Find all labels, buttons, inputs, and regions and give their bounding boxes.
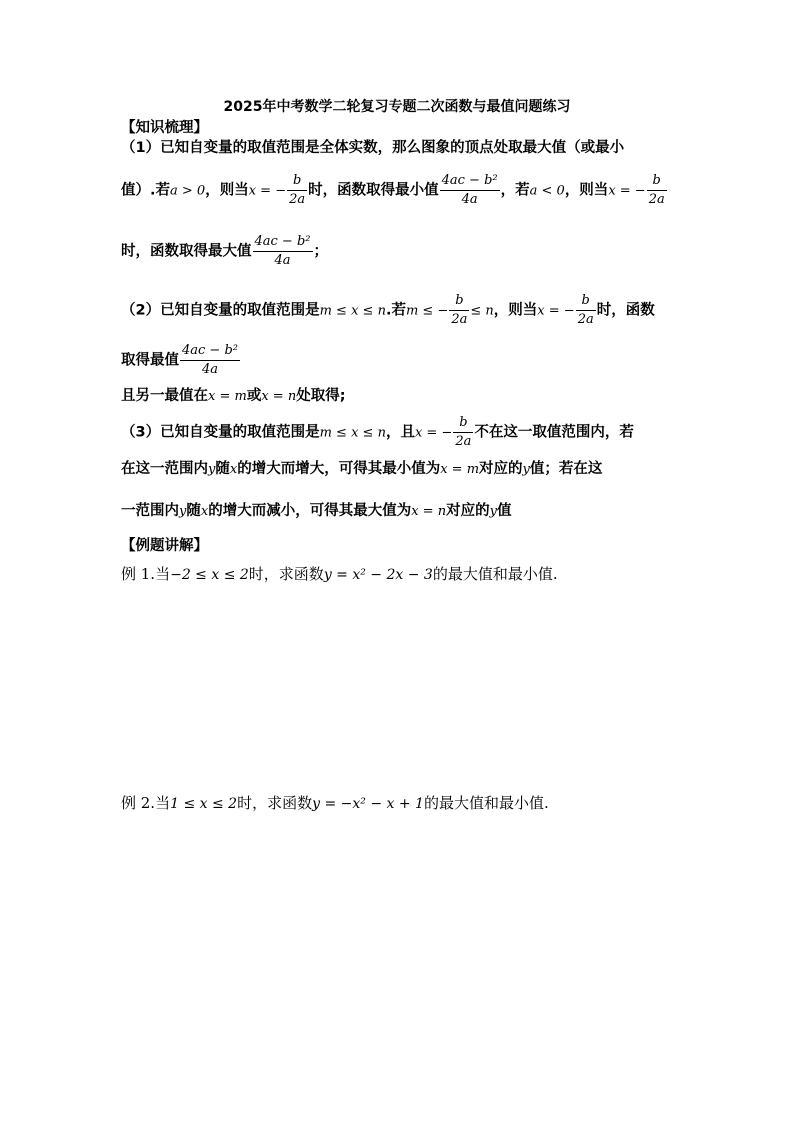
- p3-line-1: [121, 414, 634, 451]
- fraction: [647, 172, 667, 209]
- math-expr: y: [179, 504, 187, 519]
- math-expr: x = −: [537, 303, 575, 319]
- p1-line-3: [121, 233, 328, 270]
- example-text: 例 1.当: [121, 565, 171, 583]
- p3-text: 的增大而减小，可得其最大值为: [208, 503, 412, 519]
- p1-text: 时，函数取得最小值: [308, 182, 439, 199]
- p3-text: 对应的: [446, 503, 490, 519]
- p3-text: 值: [496, 503, 512, 519]
- p2-text: （2）已知自变量的取值范围是: [121, 302, 320, 319]
- p2-text: 或: [246, 388, 262, 404]
- fraction: [453, 414, 473, 451]
- example-text: 的最大值和最小值.: [432, 565, 558, 583]
- p2-text: .若: [385, 302, 406, 319]
- p1-text: ；: [313, 243, 328, 260]
- math-expr: y: [522, 462, 530, 477]
- p2-text: 处取得;: [296, 388, 346, 404]
- p3-text: 的增大而增大，可得其最小值为: [237, 461, 441, 477]
- math-expr: x = n: [261, 389, 297, 404]
- math-expr: ≤ n: [470, 303, 494, 319]
- p1-text: ，则当: [564, 182, 609, 199]
- example-text: 时，求函数: [237, 794, 313, 812]
- p3-text: （3）已知自变量的取值范围是: [121, 424, 320, 441]
- fraction: [253, 233, 313, 270]
- p2-text: 时，函数: [596, 302, 655, 319]
- p1-line-1: [121, 137, 624, 159]
- p2-text: ，则当: [493, 302, 538, 319]
- p1-text: 值）.若: [121, 182, 171, 199]
- example-text: 时，求函数: [248, 565, 324, 583]
- p3-text: 不在这一取值范围内，若: [474, 424, 634, 441]
- math-expr: −2 ≤ x ≤ 2: [170, 567, 249, 583]
- math-expr: m ≤ x ≤ n: [319, 303, 386, 319]
- p3-text: 一范围内: [121, 503, 179, 519]
- fraction-denominator: 4a: [180, 360, 240, 379]
- p1-text: 时，函数取得最大值: [121, 243, 252, 260]
- section-heading-examples: 【例题讲解】: [121, 538, 208, 554]
- math-expr: m ≤ −: [405, 303, 449, 319]
- fraction-denominator: 4a: [440, 190, 500, 209]
- p3-text: 随: [186, 503, 201, 519]
- fraction-numerator: b: [581, 293, 590, 308]
- p1-line-2: [121, 172, 668, 209]
- p3-text: 在这一范围内: [121, 461, 208, 477]
- math-expr: a < 0: [529, 183, 565, 199]
- fraction: [180, 342, 240, 379]
- fraction: [287, 172, 307, 209]
- example-2: [121, 792, 549, 815]
- math-expr: y: [208, 462, 216, 477]
- math-expr: x = m: [440, 462, 480, 477]
- p2-line-3: [121, 385, 346, 408]
- example-1: [121, 563, 558, 586]
- math-expr: x: [229, 462, 238, 477]
- math-expr: m ≤ x ≤ n: [319, 425, 386, 441]
- math-expr: x: [200, 504, 209, 519]
- fraction-numerator: 4ac − b²: [254, 234, 311, 249]
- fraction-denominator: 2a: [289, 192, 306, 207]
- fraction-numerator: 4ac − b²: [441, 173, 498, 188]
- p3-text: 随: [215, 461, 230, 477]
- p3-line-2: [121, 458, 602, 481]
- fraction-numerator: b: [652, 173, 661, 188]
- p1-text: ，若: [500, 182, 530, 199]
- fraction-denominator: 2a: [455, 434, 472, 449]
- fraction-numerator: b: [455, 293, 464, 308]
- math-expr: 1 ≤ x ≤ 2: [170, 796, 238, 812]
- math-expr: x = n: [411, 504, 447, 519]
- fraction-numerator: b: [459, 415, 468, 430]
- math-expr: y: [489, 504, 497, 519]
- math-expr: y = −x² − x + 1: [312, 796, 424, 812]
- math-expr: x = −: [608, 183, 646, 199]
- example-text: 的最大值和最小值.: [423, 794, 549, 812]
- math-expr: x = −: [248, 183, 287, 199]
- p1-text: ，则当: [205, 182, 249, 199]
- example-text: 例 2.当: [121, 794, 171, 812]
- page-title: 2025年中考数学二轮复习专题二次函数与最值问题练习: [223, 99, 571, 115]
- math-expr: a > 0: [170, 183, 206, 199]
- fraction-denominator: 2a: [577, 312, 594, 327]
- p2-line-1: [121, 292, 655, 329]
- fraction-numerator: b: [292, 173, 302, 188]
- math-expr: x = m: [208, 389, 247, 404]
- fraction: [440, 172, 500, 209]
- p3-text: 值；若在这: [529, 461, 603, 477]
- math-expr: x = −: [414, 425, 453, 441]
- p1-text: （1）已知自变量的取值范围是全体实数，那么图象的顶点处取最大值（或最小: [121, 140, 625, 156]
- fraction-denominator: 4a: [253, 251, 313, 270]
- p2-text: 取得最值: [121, 352, 179, 369]
- fraction-numerator: 4ac − b²: [182, 343, 238, 358]
- p2-line-2: [121, 342, 241, 379]
- fraction-denominator: 2a: [451, 312, 468, 327]
- p3-text: 对应的: [479, 461, 523, 477]
- p3-line-3: [121, 500, 511, 523]
- fraction-denominator: 2a: [648, 192, 665, 207]
- section-heading-knowledge: 【知识梳理】: [121, 120, 208, 136]
- fraction: [449, 292, 469, 329]
- math-expr: y = x² − 2x − 3: [323, 567, 433, 583]
- fraction: [576, 292, 596, 329]
- p3-text: ，且: [385, 424, 415, 441]
- p2-text: 且另一最值在: [121, 388, 208, 404]
